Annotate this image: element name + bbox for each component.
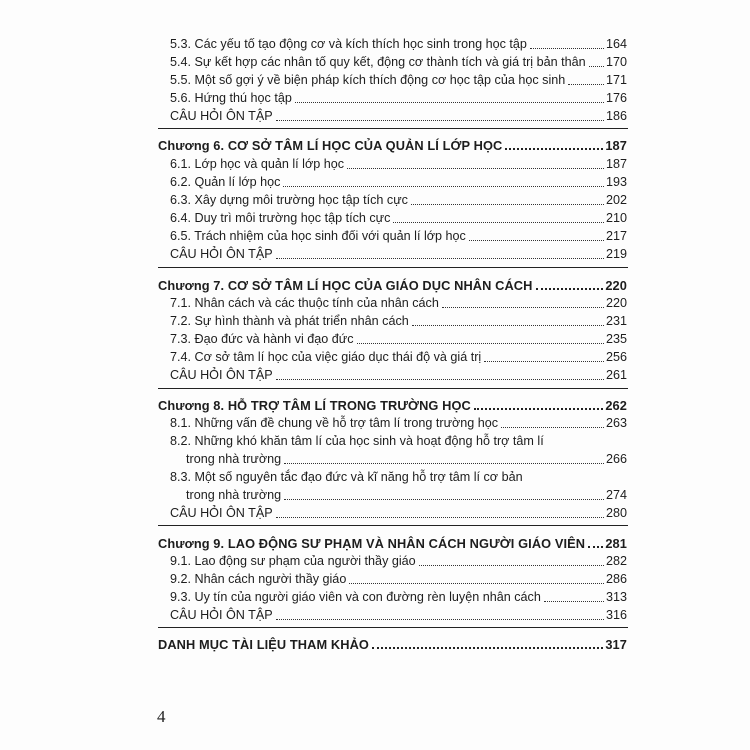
toc-entry-page: 210 — [605, 211, 627, 225]
leader-dots — [505, 147, 603, 150]
chapter-6-heading[interactable] — [158, 138, 627, 153]
leader-dots — [469, 239, 604, 241]
leader-dots — [530, 47, 604, 49]
toc-entry-label-line2: trong nhà trường — [186, 488, 282, 502]
toc-entry-page: 235 — [605, 332, 627, 346]
toc-entry-label: 7.3. Đạo đức và hành vi đạo đức — [170, 332, 354, 346]
chapter-page: 220 — [605, 278, 627, 293]
leader-dots — [276, 618, 604, 620]
toc-entry-label: 5.5. Một số gợi ý về biện pháp kích thích động cơ học tập của học sinh — [170, 73, 566, 87]
chapter-title: Chương 8. HỖ TRỢ TÂM LÍ TRONG TRƯỜNG HỌC — [158, 398, 471, 413]
toc-entry[interactable] — [170, 506, 627, 521]
toc-entry-label: 8.1. Những vấn đề chung về hỗ trợ tâm lí trong trường học — [170, 416, 499, 430]
toc-entry-label: CÂU HỎI ÔN TẬP — [170, 368, 273, 382]
leader-dots — [295, 101, 604, 103]
toc-entry-label: 7.2. Sự hình thành và phát triển nhân cách — [170, 314, 409, 328]
page-number: 4 — [157, 707, 166, 726]
references-page: 317 — [605, 637, 627, 652]
chapter-title: Chương 9. LAO ĐỘNG SƯ PHẠM VÀ NHÂN CÁCH NGƯỜI GIÁO VIÊN — [158, 536, 586, 551]
leader-dots — [283, 185, 604, 187]
toc-entry-page: 231 — [605, 314, 627, 328]
toc-entry[interactable] — [170, 554, 627, 569]
toc-entry[interactable] — [170, 296, 627, 311]
toc-entry-page: 266 — [605, 452, 627, 466]
toc-entry-page: 187 — [605, 157, 627, 171]
toc-entry-page: 280 — [605, 506, 627, 520]
toc-entry-page: 282 — [605, 554, 627, 568]
leader-dots — [276, 257, 604, 259]
toc-entry-label: 6.1. Lớp học và quản lí lớp học — [170, 157, 345, 171]
leader-dots — [393, 221, 604, 223]
chapter-page: 281 — [605, 536, 627, 551]
toc-entry-page: 286 — [605, 572, 627, 586]
toc-entry-page: 274 — [605, 488, 627, 502]
toc-entry-page: 316 — [605, 608, 627, 622]
toc-entry[interactable] — [170, 608, 627, 623]
leader-dots — [276, 516, 604, 518]
toc-entry[interactable] — [170, 91, 627, 106]
leader-dots — [536, 287, 604, 290]
toc-entry-label: CÂU HỎI ÔN TẬP — [170, 109, 273, 123]
leader-dots — [589, 65, 604, 67]
toc-entry-page: 263 — [605, 416, 627, 430]
toc-entry-label: 5.4. Sự kết hợp các nhân tố quy kết, động cơ thành tích và giá trị bản thân — [170, 55, 586, 69]
leader-dots — [276, 378, 604, 380]
chapter-9-heading[interactable] — [158, 536, 627, 551]
leader-dots — [544, 600, 604, 602]
toc-entry[interactable] — [170, 572, 627, 587]
leader-dots — [568, 83, 604, 85]
toc-entry[interactable] — [170, 193, 627, 208]
toc-entry-label: 5.6. Hứng thú học tập — [170, 91, 292, 105]
toc-entry[interactable] — [170, 590, 627, 605]
leader-dots — [419, 564, 604, 566]
toc-entry[interactable] — [170, 368, 627, 383]
toc-entry-label: CÂU HỎI ÔN TẬP — [170, 506, 273, 520]
toc-entry-label: 9.2. Nhân cách người thầy giáo — [170, 572, 347, 586]
toc-entry-page: 193 — [605, 175, 627, 189]
toc-entry-page: 219 — [605, 247, 627, 261]
chapter-8-heading[interactable] — [158, 398, 627, 413]
toc-entry-label: 7.1. Nhân cách và các thuộc tính của nhân cách — [170, 296, 439, 310]
toc-entry-page: 217 — [605, 229, 627, 243]
toc-entry-label: 5.3. Các yếu tố tạo động cơ và kích thích học sinh trong học tập — [170, 37, 527, 51]
toc-entry-label: 6.2. Quản lí lớp học — [170, 175, 281, 189]
toc-entry[interactable] — [186, 488, 627, 503]
references-heading[interactable] — [158, 637, 627, 652]
leader-dots — [411, 203, 604, 205]
leader-dots — [588, 545, 603, 548]
toc-entry-label: CÂU HỎI ÔN TẬP — [170, 608, 273, 622]
leader-dots — [284, 462, 604, 464]
toc-entry-label-line2: trong nhà trường — [186, 452, 282, 466]
toc-entry[interactable] — [170, 229, 627, 244]
toc-entry-page: 220 — [605, 296, 627, 310]
toc-entry[interactable] — [170, 73, 627, 88]
toc-entry-page: 176 — [605, 91, 627, 105]
toc-entry-label: 6.3. Xây dựng môi trường học tập tích cực — [170, 193, 408, 207]
toc-entry-label-line1[interactable]: 8.3. Một số nguyên tắc đạo đức và kĩ năng hỗ trợ tâm lí cơ bản — [170, 470, 523, 484]
toc-entry[interactable] — [170, 211, 627, 226]
toc-entry[interactable] — [170, 109, 627, 124]
toc-entry[interactable] — [170, 416, 627, 431]
chapter-page: 187 — [605, 138, 627, 153]
toc-entry-page: 164 — [605, 37, 627, 51]
leader-dots — [372, 646, 603, 649]
leader-dots — [474, 407, 603, 410]
chapter-title: Chương 6. CƠ SỞ TÂM LÍ HỌC CỦA QUẢN LÍ LỚP HỌC — [158, 138, 503, 153]
divider — [158, 388, 628, 389]
leader-dots — [349, 582, 604, 584]
divider — [158, 267, 628, 268]
toc-entry[interactable] — [170, 55, 627, 70]
toc-entry-page: 171 — [605, 73, 627, 87]
toc-entry[interactable] — [170, 332, 627, 347]
toc-entry-page: 313 — [605, 590, 627, 604]
divider — [158, 627, 628, 628]
toc-entry-page: 186 — [605, 109, 627, 123]
divider — [158, 128, 628, 129]
divider — [158, 525, 628, 526]
toc-entry-label: CÂU HỎI ÔN TẬP — [170, 247, 273, 261]
chapter-title: Chương 7. CƠ SỞ TÂM LÍ HỌC CỦA GIÁO DỤC NHÂN CÁCH — [158, 278, 533, 293]
leader-dots — [347, 167, 604, 169]
leader-dots — [357, 342, 604, 344]
toc-entry-label: 9.3. Uy tín của người giáo viên và con đường rèn luyện nhân cách — [170, 590, 541, 604]
toc-entry-label-line1[interactable]: 8.2. Những khó khăn tâm lí của học sinh và hoạt động hỗ trợ tâm lí — [170, 434, 544, 448]
chapter-page: 262 — [605, 398, 627, 413]
toc-entry[interactable] — [170, 157, 627, 172]
leader-dots — [284, 498, 604, 500]
toc-entry[interactable] — [170, 175, 627, 190]
leader-dots — [501, 426, 604, 428]
toc-entry-page: 256 — [605, 350, 627, 364]
toc-entry-label: 7.4. Cơ sở tâm lí học của việc giáo dục thái độ và giá trị — [170, 350, 482, 364]
toc-entry[interactable] — [170, 247, 627, 262]
toc-entry-label: 9.1. Lao động sư phạm của người thầy giáo — [170, 554, 416, 568]
toc-entry[interactable] — [170, 314, 627, 329]
leader-dots — [412, 324, 604, 326]
toc-entry[interactable] — [186, 452, 627, 467]
toc-entry-page: 170 — [605, 55, 627, 69]
leader-dots — [484, 360, 604, 362]
toc-entry-label: 6.4. Duy trì môi trường học tập tích cực — [170, 211, 391, 225]
toc-entry-page: 261 — [605, 368, 627, 382]
leader-dots — [276, 119, 604, 121]
references-title: DANH MỤC TÀI LIỆU THAM KHẢO — [158, 637, 369, 652]
toc-entry-label: 6.5. Trách nhiệm của học sinh đối với quản lí lớp học — [170, 229, 466, 243]
toc-entry-page: 202 — [605, 193, 627, 207]
toc-entry[interactable] — [170, 37, 627, 52]
chapter-7-heading[interactable] — [158, 278, 627, 293]
toc-entry[interactable] — [170, 350, 627, 365]
leader-dots — [442, 306, 604, 308]
